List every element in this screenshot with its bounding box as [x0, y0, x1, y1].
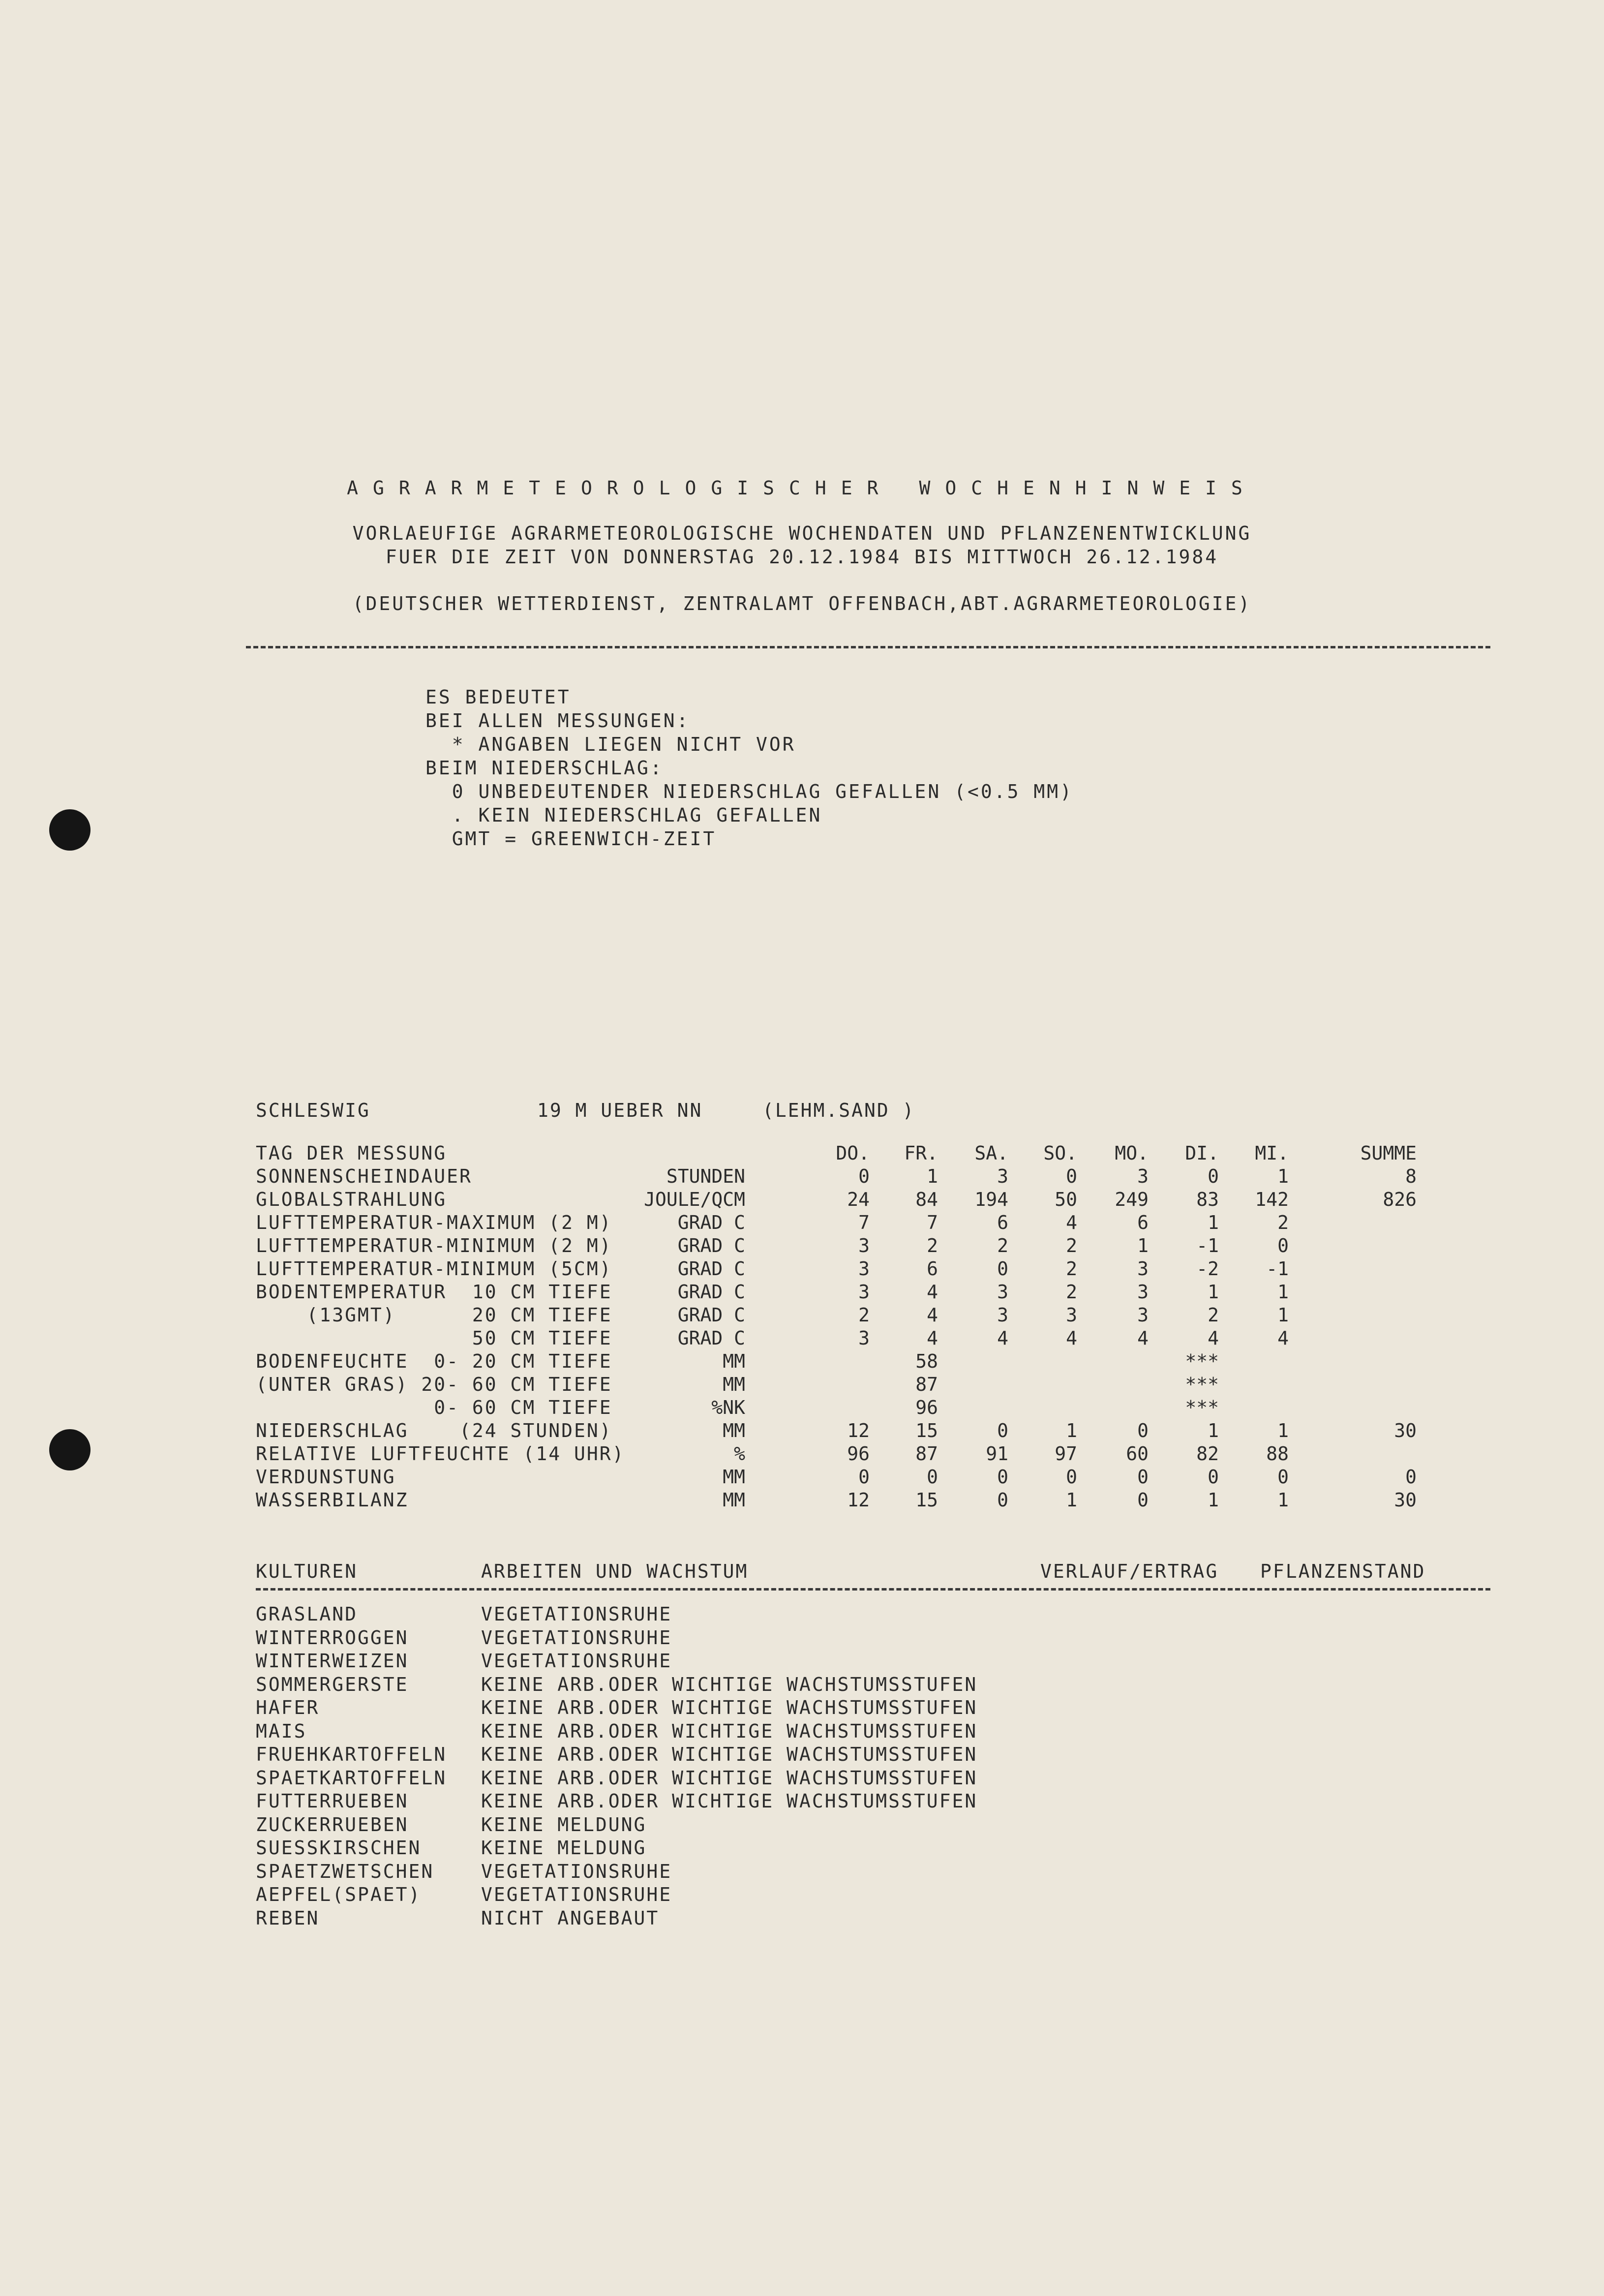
- crop-status: KEINE ARB.ODER WICHTIGE WACHSTUMSSTUFEN: [481, 1744, 978, 1765]
- document-subtitle-2: FUER DIE ZEIT VON DONNERSTAG 20.12.1984 BIS MITTWOCH 26.12.1984: [385, 546, 1219, 568]
- table-row-label: RELATIVE LUFTFEUCHTE (14 UHR): [256, 1443, 625, 1465]
- table-cell: 2: [997, 1235, 1008, 1256]
- table-cell: 2: [1066, 1235, 1077, 1256]
- table-cell: 3: [997, 1281, 1008, 1303]
- table-cell: 4: [1208, 1327, 1219, 1349]
- table-cell: 2: [1066, 1258, 1077, 1280]
- table-row-label: WASSERBILANZ: [256, 1489, 409, 1511]
- legend-line: ES BEDEUTET: [425, 686, 571, 708]
- crop-status: VEGETATIONSRUHE: [481, 1860, 672, 1882]
- table-cell: 249: [1115, 1189, 1149, 1210]
- table-row-unit: STUNDEN: [666, 1165, 745, 1187]
- crop-name: AEPFEL(SPAET): [256, 1884, 422, 1905]
- crop-name: ZUCKERRUEBEN: [256, 1813, 409, 1836]
- crop-name: FUTTERRUEBEN: [256, 1790, 409, 1812]
- crop-status: KEINE MELDUNG: [481, 1837, 647, 1859]
- legend-line: BEIM NIEDERSCHLAG:: [425, 757, 664, 779]
- table-cell: 2: [1066, 1281, 1077, 1303]
- crop-status: NICHT ANGEBAUT: [481, 1907, 660, 1929]
- table-row-unit: GRAD C: [677, 1235, 745, 1256]
- table-cell: 1: [1277, 1281, 1289, 1303]
- crop-status: KEINE ARB.ODER WICHTIGE WACHSTUMSSTUFEN: [481, 1720, 978, 1742]
- table-row-unit: GRAD C: [677, 1327, 745, 1349]
- table-header-sum: SUMME: [1360, 1142, 1417, 1164]
- table-cell: 0: [1066, 1466, 1077, 1488]
- table-cell: 91: [986, 1443, 1008, 1465]
- table-header-label: TAG DER MESSUNG: [256, 1142, 447, 1164]
- legend-line: . KEIN NIEDERSCHLAG GEFALLEN: [425, 804, 822, 826]
- table-cell: 87: [915, 1374, 938, 1395]
- table-cell: 3: [1066, 1304, 1077, 1326]
- table-cell: 1: [1208, 1281, 1219, 1303]
- table-cell: 4: [1066, 1327, 1077, 1349]
- table-row-unit: GRAD C: [677, 1212, 745, 1233]
- crop-status: KEINE ARB.ODER WICHTIGE WACHSTUMSSTUFEN: [481, 1673, 978, 1695]
- table-row-unit: GRAD C: [677, 1258, 745, 1280]
- table-cell: 15: [915, 1489, 938, 1511]
- table-cell: 3: [858, 1235, 870, 1256]
- table-cell: 4: [997, 1327, 1008, 1349]
- table-cell: 1: [1277, 1165, 1289, 1187]
- table-cell: 3: [1137, 1304, 1149, 1326]
- crop-name: FRUEHKARTOFFELN: [256, 1744, 447, 1765]
- crop-status: KEINE ARB.ODER WICHTIGE WACHSTUMSSTUFEN: [481, 1697, 978, 1718]
- table-header-day: DO.: [836, 1142, 870, 1164]
- table-cell: 2: [927, 1235, 938, 1256]
- table-cell: 1: [1066, 1489, 1077, 1511]
- table-cell: 0: [858, 1165, 870, 1187]
- table-cell: 60: [1126, 1443, 1149, 1465]
- crops-header-yield: VERLAUF/ERTRAG: [1040, 1561, 1219, 1582]
- table-cell: 1: [1208, 1489, 1219, 1511]
- punch-hole-top: [49, 809, 91, 851]
- table-cell: 6: [997, 1212, 1008, 1233]
- table-row-unit: MM: [723, 1489, 745, 1511]
- table-header-day: SO.: [1043, 1142, 1077, 1164]
- document-source: (DEUTSCHER WETTERDIENST, ZENTRALAMT OFFENBACH,ABT.AGRARMETEOROLOGIE): [352, 593, 1252, 614]
- table-cell: 7: [927, 1212, 938, 1233]
- table-row-unit: MM: [723, 1374, 745, 1395]
- table-cell: 83: [1196, 1189, 1219, 1210]
- table-row-label: (UNTER GRAS) 20- 60 CM TIEFE: [256, 1374, 612, 1395]
- table-cell: 194: [974, 1189, 1008, 1210]
- table-sum-cell: 0: [1405, 1466, 1417, 1488]
- table-header-day: DI.: [1185, 1142, 1219, 1164]
- table-cell: 0: [997, 1466, 1008, 1488]
- crop-status: KEINE ARB.ODER WICHTIGE WACHSTUMSSTUFEN: [481, 1767, 978, 1789]
- table-cell: 0: [997, 1489, 1008, 1511]
- legend-line: GMT = GREENWICH-ZEIT: [425, 828, 717, 850]
- table-row-label: (13GMT) 20 CM TIEFE: [256, 1304, 612, 1326]
- table-cell: 15: [915, 1420, 938, 1441]
- crops-header-work: ARBEITEN UND WACHSTUM: [481, 1561, 749, 1582]
- table-row-unit: %: [734, 1443, 745, 1465]
- crop-name: SPAETZWETSCHEN: [256, 1860, 434, 1882]
- table-header-day: SA.: [974, 1142, 1008, 1164]
- table-cell: 96: [915, 1397, 938, 1418]
- crop-name: SPAETKARTOFFELN: [256, 1767, 447, 1789]
- table-row-label: LUFTTEMPERATUR-MAXIMUM (2 M): [256, 1212, 612, 1233]
- table-cell: -2: [1196, 1258, 1219, 1280]
- table-header-day: MI.: [1255, 1142, 1289, 1164]
- table-row-label: LUFTTEMPERATUR-MINIMUM (2 M): [256, 1235, 612, 1256]
- table-cell: 3: [1137, 1281, 1149, 1303]
- table-cell: 3: [1137, 1258, 1149, 1280]
- table-row-unit: %NK: [711, 1397, 745, 1418]
- table-cell: 2: [858, 1304, 870, 1326]
- table-row-label: BODENTEMPERATUR 10 CM TIEFE: [256, 1281, 612, 1303]
- table-cell: 0: [1277, 1235, 1289, 1256]
- station-name: SCHLESWIG: [256, 1100, 370, 1121]
- table-row-label: 50 CM TIEFE: [256, 1327, 612, 1349]
- table-cell: 0: [927, 1466, 938, 1488]
- table-cell: -1: [1196, 1235, 1219, 1256]
- table-cell: 1: [1137, 1235, 1149, 1256]
- table-cell: 7: [858, 1212, 870, 1233]
- table-cell: 96: [847, 1443, 870, 1465]
- table-cell: ***: [1185, 1397, 1219, 1418]
- table-row-unit: JOULE/QCM: [644, 1189, 745, 1210]
- table-cell: 12: [847, 1420, 870, 1441]
- table-cell: 6: [927, 1258, 938, 1280]
- table-cell: 1: [1208, 1420, 1219, 1441]
- table-row-label: SONNENSCHEINDAUER: [256, 1165, 472, 1187]
- crop-status: VEGETATIONSRUHE: [481, 1650, 672, 1672]
- punch-hole-bottom: [49, 1429, 91, 1470]
- legend-line: * ANGABEN LIEGEN NICHT VOR: [425, 734, 796, 755]
- crops-header-crop: KULTUREN: [256, 1561, 358, 1582]
- table-cell: 4: [927, 1304, 938, 1326]
- table-cell: 0: [1066, 1165, 1077, 1187]
- crop-name: MAIS: [256, 1720, 307, 1742]
- crop-status: KEINE ARB.ODER WICHTIGE WACHSTUMSSTUFEN: [481, 1790, 978, 1812]
- table-row-unit: MM: [723, 1466, 745, 1488]
- table-row-label: GLOBALSTRAHLUNG: [256, 1189, 447, 1210]
- table-cell: 2: [1277, 1212, 1289, 1233]
- crop-status: VEGETATIONSRUHE: [481, 1603, 672, 1625]
- table-cell: 0: [997, 1258, 1008, 1280]
- crop-status: VEGETATIONSRUHE: [481, 1884, 672, 1905]
- table-sum-cell: 30: [1394, 1420, 1417, 1441]
- table-cell: 1: [1277, 1489, 1289, 1511]
- table-cell: 4: [1277, 1327, 1289, 1349]
- table-cell: 0: [1208, 1165, 1219, 1187]
- header-divider: [246, 646, 1490, 648]
- table-row-label: 0- 60 CM TIEFE: [256, 1397, 612, 1418]
- crops-divider: [256, 1588, 1490, 1591]
- table-cell: 0: [1208, 1466, 1219, 1488]
- table-cell: 24: [847, 1189, 870, 1210]
- table-cell: 3: [997, 1165, 1008, 1187]
- crop-status: VEGETATIONSRUHE: [481, 1626, 672, 1649]
- table-cell: 3: [858, 1281, 870, 1303]
- legend-line: BEI ALLEN MESSUNGEN:: [425, 710, 690, 732]
- table-cell: 3: [997, 1304, 1008, 1326]
- table-cell: 4: [1137, 1327, 1149, 1349]
- table-sum-cell: 8: [1405, 1165, 1417, 1187]
- table-cell: 50: [1055, 1189, 1077, 1210]
- table-cell: 4: [1066, 1212, 1077, 1233]
- table-row-unit: MM: [723, 1420, 745, 1441]
- table-cell: 0: [1137, 1420, 1149, 1441]
- table-cell: 0: [858, 1466, 870, 1488]
- table-cell: 3: [858, 1327, 870, 1349]
- table-row-unit: GRAD C: [677, 1281, 745, 1303]
- table-cell: 84: [915, 1189, 938, 1210]
- table-cell: -1: [1266, 1258, 1289, 1280]
- crops-header-stand: PFLANZENSTAND: [1260, 1561, 1426, 1582]
- document-title: AGRARMETEOROLOGISCHER WOCHENHINWEIS: [347, 477, 1257, 499]
- table-cell: 88: [1266, 1443, 1289, 1465]
- crop-name: REBEN: [256, 1907, 320, 1929]
- table-row-unit: GRAD C: [677, 1304, 745, 1326]
- table-cell: ***: [1185, 1350, 1219, 1372]
- table-cell: 3: [858, 1258, 870, 1280]
- crop-name: WINTERROGGEN: [256, 1626, 409, 1649]
- document-subtitle-1: VORLAEUFIGE AGRARMETEOROLOGISCHE WOCHENDATEN UND PFLANZENENTWICKLUNG: [352, 522, 1252, 544]
- crop-status: KEINE MELDUNG: [481, 1813, 647, 1836]
- table-cell: ***: [1185, 1374, 1219, 1395]
- crop-name: GRASLAND: [256, 1603, 358, 1625]
- table-cell: 1: [1277, 1304, 1289, 1326]
- table-cell: 4: [927, 1327, 938, 1349]
- table-sum-cell: 826: [1383, 1189, 1417, 1210]
- table-row-label: LUFTTEMPERATUR-MINIMUM (5CM): [256, 1258, 612, 1280]
- crop-name: SOMMERGERSTE: [256, 1673, 409, 1695]
- station-soil: (LEHM.SAND ): [762, 1100, 915, 1121]
- table-cell: 87: [915, 1443, 938, 1465]
- table-row-label: BODENFEUCHTE 0- 20 CM TIEFE: [256, 1350, 612, 1372]
- table-header-day: FR.: [904, 1142, 938, 1164]
- table-cell: 1: [927, 1165, 938, 1187]
- table-cell: 0: [1137, 1489, 1149, 1511]
- crop-name: SUESSKIRSCHEN: [256, 1837, 422, 1859]
- station-elevation: 19 M UEBER NN: [537, 1100, 703, 1121]
- table-row-label: NIEDERSCHLAG (24 STUNDEN): [256, 1420, 612, 1441]
- table-cell: 82: [1196, 1443, 1219, 1465]
- table-row-unit: MM: [723, 1350, 745, 1372]
- table-header-day: MO.: [1115, 1142, 1149, 1164]
- table-cell: 2: [1208, 1304, 1219, 1326]
- table-cell: 0: [1277, 1466, 1289, 1488]
- table-row-label: VERDUNSTUNG: [256, 1466, 396, 1488]
- legend-line: 0 UNBEDEUTENDER NIEDERSCHLAG GEFALLEN (<0.5 MM): [425, 781, 1074, 802]
- table-cell: 0: [1137, 1466, 1149, 1488]
- table-cell: 12: [847, 1489, 870, 1511]
- table-cell: 0: [997, 1420, 1008, 1441]
- table-cell: 97: [1055, 1443, 1077, 1465]
- crop-name: HAFER: [256, 1697, 320, 1718]
- table-cell: 4: [927, 1281, 938, 1303]
- table-cell: 1: [1208, 1212, 1219, 1233]
- table-cell: 58: [915, 1350, 938, 1372]
- table-cell: 3: [1137, 1165, 1149, 1187]
- table-sum-cell: 30: [1394, 1489, 1417, 1511]
- crop-name: WINTERWEIZEN: [256, 1650, 409, 1672]
- table-cell: 6: [1137, 1212, 1149, 1233]
- table-cell: 1: [1066, 1420, 1077, 1441]
- table-cell: 142: [1255, 1189, 1289, 1210]
- table-cell: 1: [1277, 1420, 1289, 1441]
